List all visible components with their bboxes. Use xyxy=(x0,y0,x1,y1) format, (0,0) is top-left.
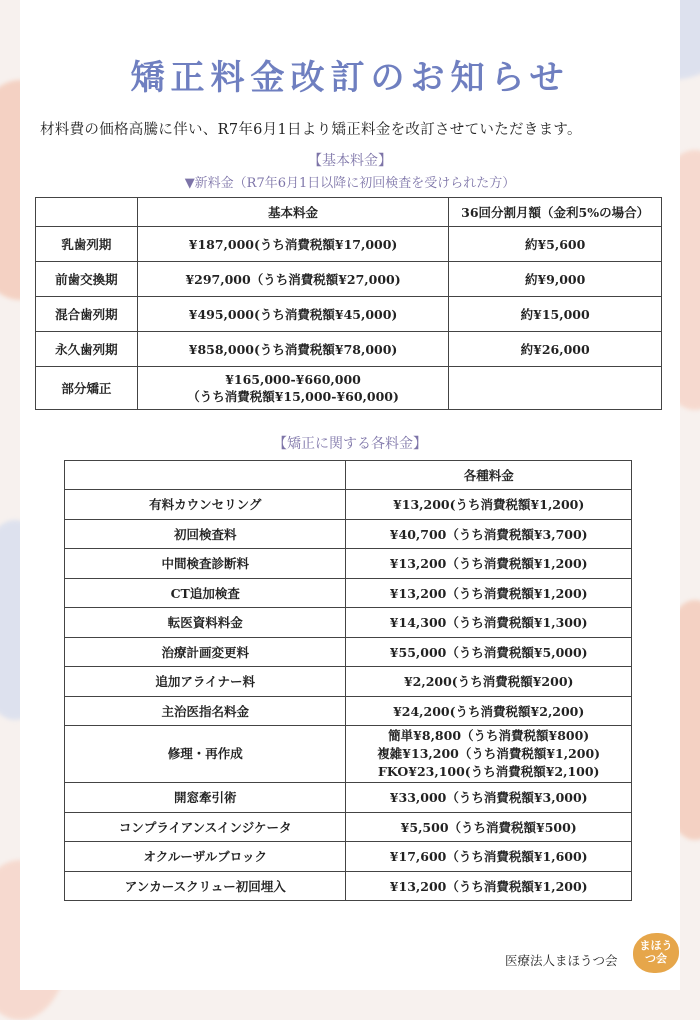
stage-name: 乳歯列期 xyxy=(36,227,138,262)
table-row xyxy=(36,297,662,332)
monthly-fee: 約¥26,000 xyxy=(449,332,662,367)
header-cell: 基本料金 xyxy=(137,198,449,227)
fee-item-value: ¥55,000（うち消費税額¥5,000) xyxy=(346,637,632,667)
table-header-row xyxy=(65,461,632,490)
fee-item-name: 修理・再作成 xyxy=(65,726,346,783)
intro-text: 材料費の価格高騰に伴い、R7年6月1日より矯正料金を改訂させていただきます。 xyxy=(40,122,582,138)
fee-tax: （うち消費税額¥15,000-¥60,000) xyxy=(187,388,399,404)
basic-fee: ¥495,000(うち消費税額¥45,000) xyxy=(137,297,449,332)
fee-item-value: ¥40,700（うち消費税額¥3,700) xyxy=(346,519,632,549)
fee-item-name: コンプライアンスインジケータ xyxy=(65,812,346,842)
table-row xyxy=(36,332,662,367)
header-cell xyxy=(36,198,138,227)
stage-name: 前歯交換期 xyxy=(36,262,138,297)
basic-fee: ¥858,000(うち消費税額¥78,000) xyxy=(137,332,449,367)
fee-item-value: ¥5,500（うち消費税額¥500) xyxy=(346,812,632,842)
fee-range: ¥165,000-¥660,000 xyxy=(225,371,361,387)
table-row xyxy=(36,262,662,297)
clinic-logo xyxy=(633,933,679,973)
fee-item-name: 治療計画変更料 xyxy=(65,637,346,667)
logo-text: つ会 xyxy=(645,952,667,965)
table-row xyxy=(65,726,632,783)
fee-item-name: CT追加検査 xyxy=(65,578,346,608)
header-cell xyxy=(65,461,346,490)
fee-item-name: 初回検査料 xyxy=(65,519,346,549)
fee-item-value: ¥13,200（うち消費税額¥1,200) xyxy=(346,871,632,901)
fee-item-value: ¥2,200(うち消費税額¥200) xyxy=(346,667,632,697)
fee-item-value: ¥13,200（うち消費税額¥1,200) xyxy=(346,578,632,608)
fee-item-value: ¥13,200（うち消費税額¥1,200) xyxy=(346,549,632,579)
fee-item-name: アンカースクリュー初回埋入 xyxy=(65,871,346,901)
table-row xyxy=(65,519,632,549)
monthly-fee: 約¥15,000 xyxy=(449,297,662,332)
fee-item-name: 有料カウンセリング xyxy=(65,490,346,520)
fee-item-name: オクルーザルブロック xyxy=(65,842,346,872)
fee-item-value: ¥33,000（うち消費税額¥3,000) xyxy=(346,783,632,813)
header-cell: 36回分割月額（金利5%の場合） xyxy=(449,198,662,227)
logo-text: まほう xyxy=(639,939,673,952)
table-header-row xyxy=(36,198,662,227)
table-row xyxy=(36,227,662,262)
monthly-fee: 約¥5,600 xyxy=(449,227,662,262)
page-title: 矯正料金改訂のお知らせ xyxy=(130,58,570,98)
various-fee-table xyxy=(64,460,632,901)
monthly-fee xyxy=(449,367,662,410)
basic-fee-table xyxy=(35,197,662,410)
table-row xyxy=(36,367,662,410)
table-row xyxy=(65,667,632,697)
fee-item-name: 追加アライナー料 xyxy=(65,667,346,697)
various-fee-label: 【矯正に関する各料金】 xyxy=(273,436,427,452)
stage-name: 部分矯正 xyxy=(36,367,138,410)
basic-fee: ¥187,000(うち消費税額¥17,000) xyxy=(137,227,449,262)
basic-fee-sublabel: ▼新料金（R7年6月1日以降に初回検査を受けられた方） xyxy=(184,176,516,191)
fee-item-name: 転医資料料金 xyxy=(65,608,346,638)
table-row xyxy=(65,871,632,901)
fee-item-value: ¥13,200(うち消費税額¥1,200) xyxy=(346,490,632,520)
repair-fko-fee: FKO¥23,100(うち消費税額¥2,100) xyxy=(377,764,600,779)
table-row xyxy=(65,783,632,813)
repair-simple-fee: 簡単¥8,800（うち消費税額¥800) xyxy=(388,728,590,743)
fee-item-name: 中間検査診断料 xyxy=(65,549,346,579)
fee-item-name: 主治医指名料金 xyxy=(65,696,346,726)
clinic-name: 医療法人まほうつ会 xyxy=(505,953,618,968)
fee-item-value xyxy=(346,726,632,783)
stage-name: 永久歯列期 xyxy=(36,332,138,367)
table-row xyxy=(65,812,632,842)
fee-item-value: ¥14,300（うち消費税額¥1,300) xyxy=(346,608,632,638)
stage-name: 混合歯列期 xyxy=(36,297,138,332)
basic-fee: ¥297,000（うち消費税額¥27,000) xyxy=(137,262,449,297)
table-row xyxy=(65,637,632,667)
fee-item-value: ¥24,200(うち消費税額¥2,200) xyxy=(346,696,632,726)
table-row xyxy=(65,608,632,638)
table-row xyxy=(65,490,632,520)
fee-item-name: 開窓牽引術 xyxy=(65,783,346,813)
basic-fee-label: 【基本料金】 xyxy=(308,153,392,169)
table-row xyxy=(65,696,632,726)
header-cell: 各種料金 xyxy=(346,461,632,490)
monthly-fee: 約¥9,000 xyxy=(449,262,662,297)
table-row xyxy=(65,842,632,872)
table-row xyxy=(65,578,632,608)
basic-fee xyxy=(137,367,449,410)
repair-complex-fee: 複雑¥13,200（うち消費税額¥1,200) xyxy=(377,746,601,761)
table-row xyxy=(65,549,632,579)
fee-item-value: ¥17,600（うち消費税額¥1,600) xyxy=(346,842,632,872)
